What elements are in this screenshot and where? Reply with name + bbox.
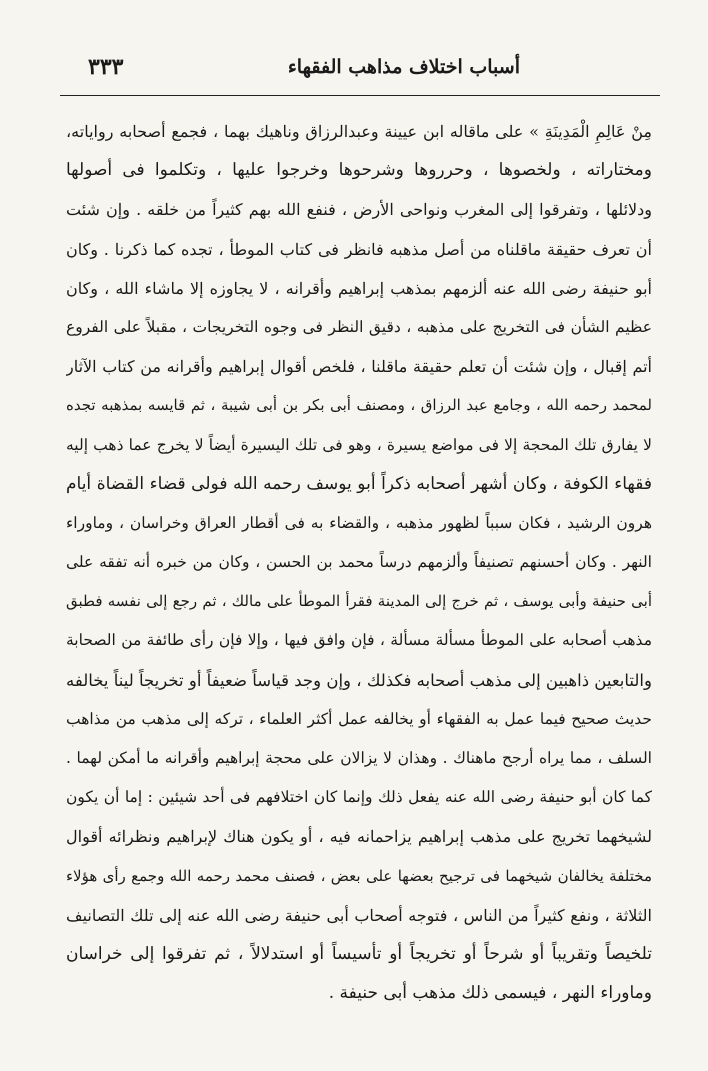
text-line: والتابعين ذاهبين إلى مذهب أصحابه فكذلك ، وإن وجد قياساً ضعيفاً أو تخريجاً ليناً يخالفه bbox=[66, 670, 652, 690]
text-line: أبو حنيفة رضى الله عنه ألزمهم بمذهب إبراهيم وأقرانه ، لا يجاوزه إلا ماشاء الله ، وكان bbox=[66, 278, 652, 298]
text-line: كما كان أبو حنيفة رضى الله عنه يفعل ذلك وإنما كان اختلافهم فى أحد شيئين : إما أن يكون bbox=[66, 788, 652, 807]
text-line: هرون الرشيد ، فكان سبباً لظهور مذهبه ، والقضاء به فى أقطار العراق وخراسان ، وماوراء bbox=[66, 513, 652, 532]
text-line: مختلفة يخالفان شيخهما فى ترجيح بعضها على بعض ، فصنف محمد رحمه الله وجمع رأى هؤلاء bbox=[66, 866, 652, 885]
body-text bbox=[66, 112, 652, 1013]
text-line: مِنْ عَالِمِ الْمَدِينَةِ » على ماقاله ابن عيينة وعبدالرزاق وناهيك بهما ، فجمع أصحابه رواياته، bbox=[66, 122, 652, 141]
text-line: تلخيصاً وتقريباً أو شرحاً أو تخريجاً أو تأسيساً أو استدلالاً ، ثم تفرقوا إلى خراسان bbox=[66, 943, 652, 964]
text-line: الثلاثة ، ونفع كثيراً من الناس ، فتوجه أصحاب أبى حنيفة رضى الله عنه إلى تلك التصانيف bbox=[66, 905, 652, 925]
text-line: لشيخهما تخريج على مذهب إبراهيم يزاحمانه فيه ، أو يكون هناك لإبراهيم ونظرائه أقوال bbox=[66, 827, 652, 847]
text-line: حديث صحيح فيما عمل به الفقهاء أو يخالفه عمل أكثر العلماء ، تركه إلى مذهب من مذاهب bbox=[66, 709, 652, 728]
text-line: عظيم الشأن فى التخريج على مذهبه ، دقيق النظر فى وجوه التخريجات ، مقبلاً على الفروع bbox=[66, 317, 652, 336]
text-line: ومختاراته ، ولخصوها ، وحرروها وشرحوها وخرجوا عليها ، وتكلموا فى أصولها bbox=[66, 160, 652, 181]
text-line: النهر . وكان أحسنهم تصنيفاً وألزمهم درساً محمد بن الحسن ، وكان من خبره أنه تفقه على bbox=[66, 553, 652, 572]
running-title: أسباب اختلاف مذاهب الفقهاء bbox=[287, 56, 520, 78]
text-line: وماوراء النهر ، فيسمى ذلك مذهب أبى حنيفة . bbox=[328, 983, 652, 1004]
text-line: أن تعرف حقيقة ماقلناه من أصل مذهبه فانظر فى كتاب الموطأ ، تجده كما ذكرنا . وكان bbox=[66, 239, 652, 259]
text-line: لا يفارق تلك المحجة إلا فى مواضع يسيرة ، وهو فى تلك اليسيرة أيضاً لا يخرج عما ذهب إليه bbox=[66, 435, 652, 454]
text-line: أتم إقبال ، وإن شئت أن تعلم حقيقة ماقلنا ، فلخص أقوال إبراهيم وأقرانه من كتاب الآثار bbox=[66, 357, 652, 377]
text-line: لمحمد رحمه الله ، وجامع عبد الرزاق ، ومصنف أبى بكر بن أبى شيبة ، ثم قايسه بمذهبه تجده bbox=[66, 396, 652, 415]
text-line: أبى حنيفة وأبى يوسف ، ثم خرج إلى المدينة فقرأ الموطأ على مالك ، ثم رجع إلى نفسه فطبق bbox=[66, 592, 652, 611]
header-divider bbox=[60, 95, 660, 96]
text-line: مذهب أصحابه على الموطأ مسألة مسألة ، فإن وافق فيها ، وإلا فإن رأى طائفة من الصحابة bbox=[66, 631, 652, 650]
text-line: فقهاء الكوفة ، وكان أشهر أصحابه ذكراً أبو يوسف رحمه الله فولى قضاء القضاة أيام bbox=[66, 473, 652, 494]
page-number: ٣٣٣ bbox=[88, 54, 124, 80]
text-line: السلف ، مما يراه أرجح ماهناك . وهذان لا يزالان على محجة إبراهيم وأقرانه ما أمكن لهما . bbox=[66, 749, 652, 767]
text-line: ودلائلها ، وتفرقوا إلى المغرب ونواحى الأرض ، فنفع الله بهم كثيراً من خلقه . وإن شئت bbox=[66, 200, 652, 220]
page-header bbox=[60, 52, 660, 92]
